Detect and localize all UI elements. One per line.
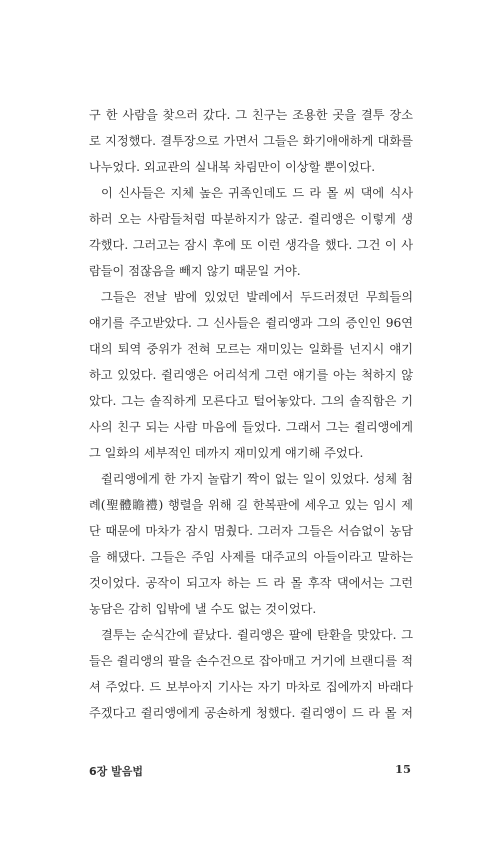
running-footer-chapter-title: 6장 발음법: [89, 765, 143, 778]
page-number: 15: [394, 762, 411, 776]
text-line: 하러 오는 사람들처럼 따분하지가 않군. 쥘리앵은 이렇게 생: [89, 212, 413, 226]
text-line: 나누었다. 외교관의 실내복 차림만이 이상할 뿐이었다.: [89, 160, 376, 174]
text-line: 얘기를 주고받았다. 그 신사들은 쥘리앵과 그의 증인인 96연: [89, 316, 413, 330]
text-line: 구 한 사람을 찾으러 갔다. 그 친구는 조용한 곳을 결투 장소: [89, 108, 413, 122]
text-line: 주겠다고 쥘리앵에게 공손하게 청했다. 쥘리앵이 드 라 몰 저: [89, 706, 413, 720]
text-line: 례(聖體瞻禮) 행렬을 위해 길 한복판에 세우고 있는 임시 제: [89, 498, 413, 512]
text-line: 사의 친구 되는 사람 마음에 들었다. 그래서 그는 쥘리앵에게: [89, 420, 413, 434]
text-line: 로 지정했다. 결투장으로 가면서 그들은 화기애애하게 대화를: [89, 134, 413, 148]
text-line: 았다. 그는 솔직하게 모른다고 털어놓았다. 그의 솔직함은 기: [89, 394, 413, 408]
text-line: 들은 쥘리앵의 팔을 손수건으로 잡아매고 거기에 브랜디를 적: [89, 654, 413, 668]
text-line: 단 때문에 마차가 잠시 멈췄다. 그러자 그들은 서슴없이 농담: [89, 524, 413, 538]
text-line: 을 해댔다. 그들은 주임 사제를 대주교의 아들이라고 말하는: [89, 550, 413, 564]
text-line: 셔 주었다. 드 보부아지 기사는 자기 마차로 집에까지 바래다: [89, 680, 413, 694]
paragraph-first-line: 이 신사들은 지체 높은 귀족인데도 드 라 몰 씨 댁에 식사: [101, 186, 413, 200]
text-line: 농담은 감히 입밖에 낼 수도 없는 것이었다.: [89, 602, 317, 616]
body-text: [89, 102, 413, 726]
text-line: 대의 퇴역 중위가 전혀 모르는 재미있는 일화를 넌지시 얘기: [89, 342, 413, 356]
text-line: 것이었다. 공작이 되고자 하는 드 라 몰 후작 댁에서는 그런: [89, 576, 413, 590]
text-line: 각했다. 그러고는 잠시 후에 또 이런 생각을 했다. 그건 이 사: [89, 238, 413, 252]
text-line: 그 일화의 세부적인 데까지 재미있게 얘기해 주었다.: [89, 446, 364, 460]
paragraph-first-line: 그들은 전날 밤에 있었던 발레에서 두드러졌던 무희들의: [101, 290, 413, 304]
text-line: 하고 있었다. 쥘리앵은 어리석게 그런 얘기를 아는 척하지 않: [89, 368, 413, 382]
text-line: 람들이 점잖음을 빼지 않기 때문일 거야.: [89, 264, 301, 278]
paragraph-first-line: 쥘리앵에게 한 가지 놀랍기 짝이 없는 일이 있었다. 성체 첨: [101, 472, 413, 486]
paragraph-first-line: 결투는 순식간에 끝났다. 쥘리앵은 팔에 탄환을 맞았다. 그: [101, 628, 413, 642]
